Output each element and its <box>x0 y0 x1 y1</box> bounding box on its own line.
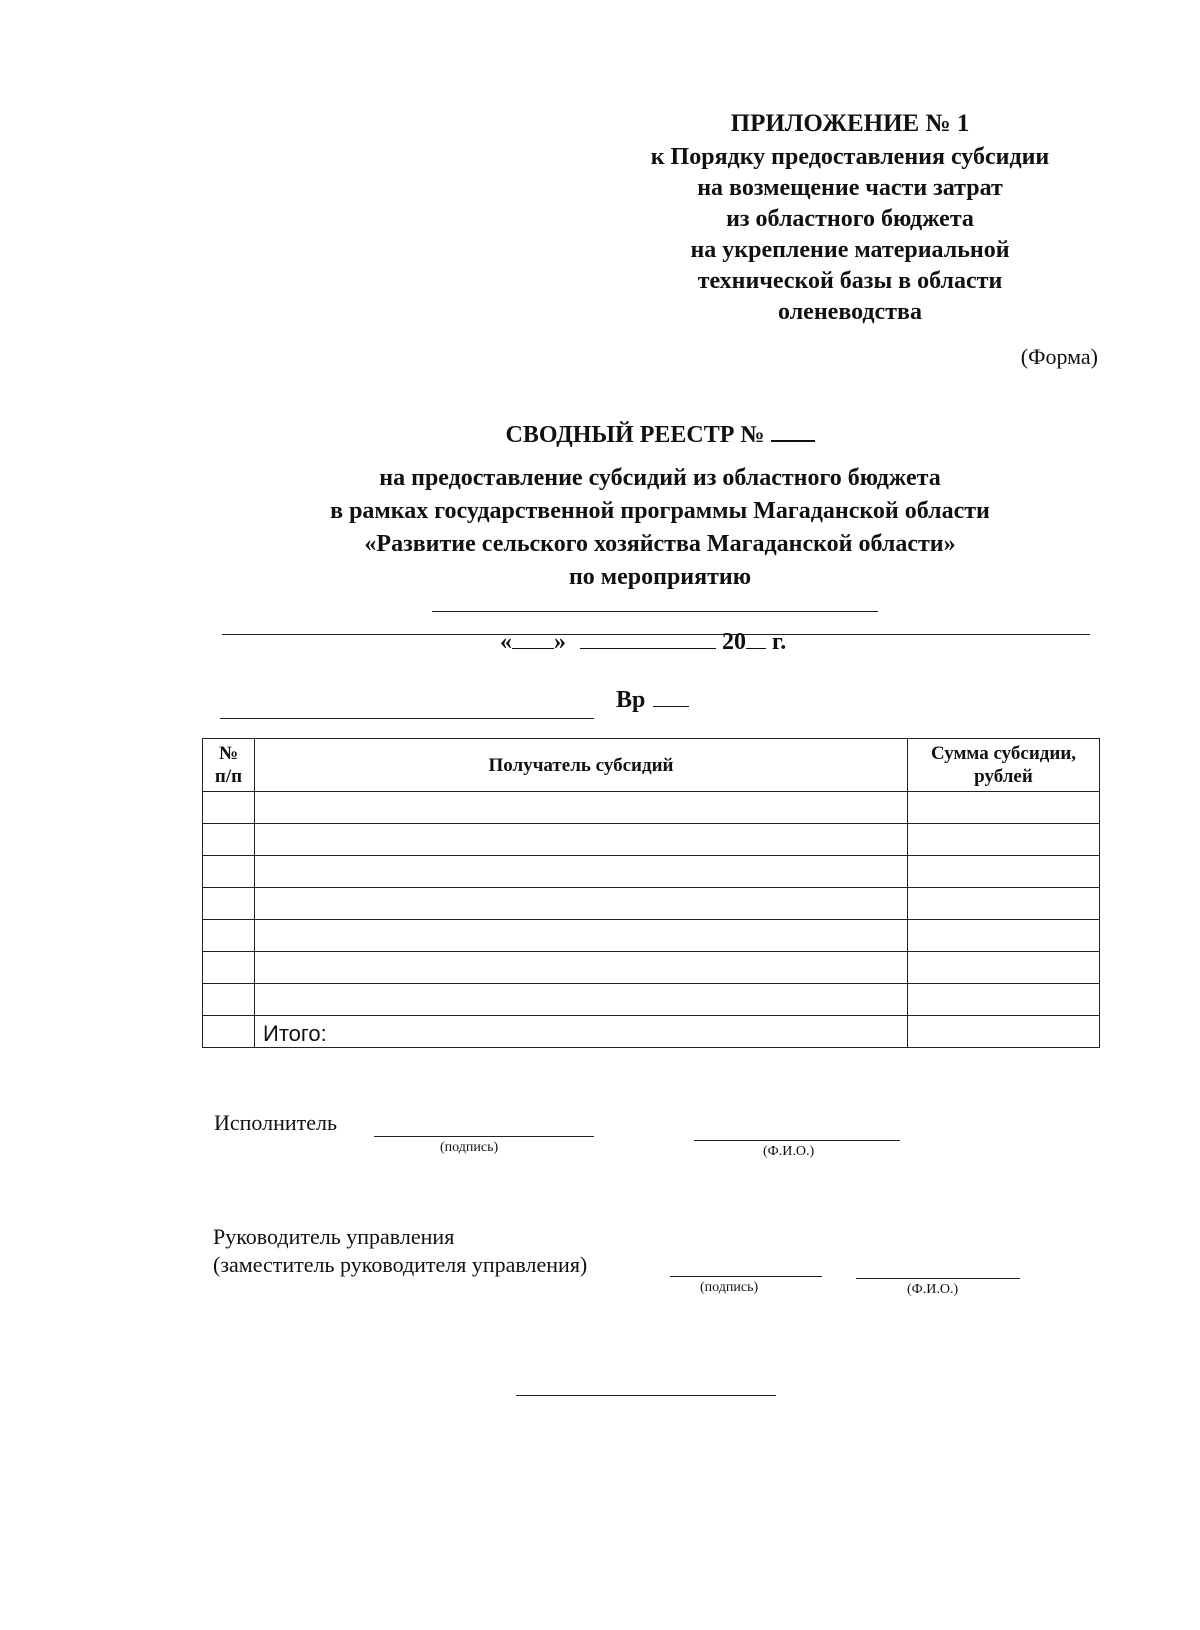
table-cell[interactable] <box>255 952 908 984</box>
head-name-caption: (Ф.И.О.) <box>907 1282 959 1297</box>
table-cell[interactable] <box>908 888 1100 920</box>
date-month-field[interactable] <box>580 628 716 649</box>
total-amount-cell[interactable] <box>908 1016 1100 1048</box>
table-cell[interactable] <box>203 824 255 856</box>
table-cell[interactable] <box>908 920 1100 952</box>
registry-title-text: СВОДНЫЙ РЕЕСТР № <box>505 422 765 448</box>
executor-label: Исполнитель <box>214 1110 338 1135</box>
vr-number-field[interactable] <box>653 686 689 707</box>
appendix-line: оленеводства <box>778 299 922 325</box>
registry-subtitle-line: на предоставление субсидий из областного бюджета <box>379 465 941 491</box>
table-row <box>203 920 1100 952</box>
appendix-line: к Порядку предоставления субсидии <box>650 144 1050 170</box>
registry-table <box>202 738 1100 1048</box>
table-total-row <box>203 1016 1100 1048</box>
appendix-line: технической базы в области <box>697 268 1003 294</box>
table-row <box>203 856 1100 888</box>
table-row <box>203 952 1100 984</box>
event-name-field[interactable] <box>432 611 878 612</box>
bottom-separator <box>516 1395 776 1396</box>
head-signature-caption: (подпись) <box>700 1280 759 1295</box>
table-header-row <box>203 739 1100 792</box>
registry-number-field[interactable] <box>771 420 815 442</box>
registry-subtitle <box>160 462 1160 594</box>
vr-label: Вр <box>616 687 646 713</box>
table-row <box>203 792 1100 824</box>
table-row <box>203 888 1100 920</box>
column-header-recipient: Получатель субсидий <box>255 739 908 792</box>
executor-name-field[interactable] <box>694 1140 900 1141</box>
date-close-quote: » <box>554 629 566 655</box>
date-day-field[interactable] <box>512 628 554 649</box>
table-cell[interactable] <box>203 952 255 984</box>
table-cell[interactable] <box>255 824 908 856</box>
table-cell[interactable] <box>255 920 908 952</box>
date-year-suffix: г. <box>772 629 787 655</box>
table-row <box>203 824 1100 856</box>
appendix-line: из областного бюджета <box>726 206 974 232</box>
table-cell[interactable] <box>255 792 908 824</box>
head-signature-field[interactable] <box>670 1276 822 1277</box>
table-cell[interactable] <box>203 792 255 824</box>
appendix-line: на возмещение части затрат <box>697 175 1003 201</box>
appendix-line: на укрепление материальной <box>690 237 1010 263</box>
appendix-header <box>600 108 1100 328</box>
table-cell[interactable] <box>255 984 908 1016</box>
date-year-field[interactable] <box>746 628 766 649</box>
table-cell[interactable] <box>908 792 1100 824</box>
registry-title <box>0 420 1200 449</box>
table-cell[interactable] <box>255 888 908 920</box>
head-label-line1: Руководитель управления <box>213 1224 455 1249</box>
table-cell[interactable] <box>908 856 1100 888</box>
registry-subtitle-line: «Развитие сельского хозяйства Магаданской области» <box>364 531 956 557</box>
executor-name-caption: (Ф.И.О.) <box>763 1144 815 1159</box>
table-cell[interactable] <box>203 984 255 1016</box>
head-label-line2: (заместитель руководителя управления) <box>213 1252 588 1277</box>
total-label: Итого: <box>255 1016 908 1048</box>
registry-subtitle-line: в рамках государственной программы Магаданской области <box>330 498 990 524</box>
date-year-prefix: 20 <box>722 629 746 655</box>
table-row <box>203 984 1100 1016</box>
column-header-amount: Сумма субсидии, рублей <box>908 739 1100 792</box>
table-cell[interactable] <box>203 856 255 888</box>
table-cell[interactable] <box>203 888 255 920</box>
table-cell[interactable] <box>255 856 908 888</box>
table-cell[interactable] <box>908 824 1100 856</box>
head-name-field[interactable] <box>856 1278 1020 1279</box>
date-open-quote: « <box>500 629 512 655</box>
vr-prefix-field[interactable] <box>220 718 594 719</box>
appendix-title: ПРИЛОЖЕНИЕ № 1 <box>730 110 970 137</box>
column-header-number: № п/п <box>203 739 255 792</box>
vr-line <box>616 686 689 714</box>
form-label: (Форма) <box>1020 344 1098 369</box>
executor-signature-field[interactable] <box>374 1136 594 1137</box>
table-cell[interactable] <box>908 952 1100 984</box>
table-cell[interactable] <box>203 920 255 952</box>
executor-signature-caption: (подпись) <box>440 1140 499 1155</box>
table-cell <box>203 1016 255 1048</box>
date-line <box>500 628 786 656</box>
table-cell[interactable] <box>908 984 1100 1016</box>
registry-subtitle-line: по мероприятию <box>568 564 752 590</box>
